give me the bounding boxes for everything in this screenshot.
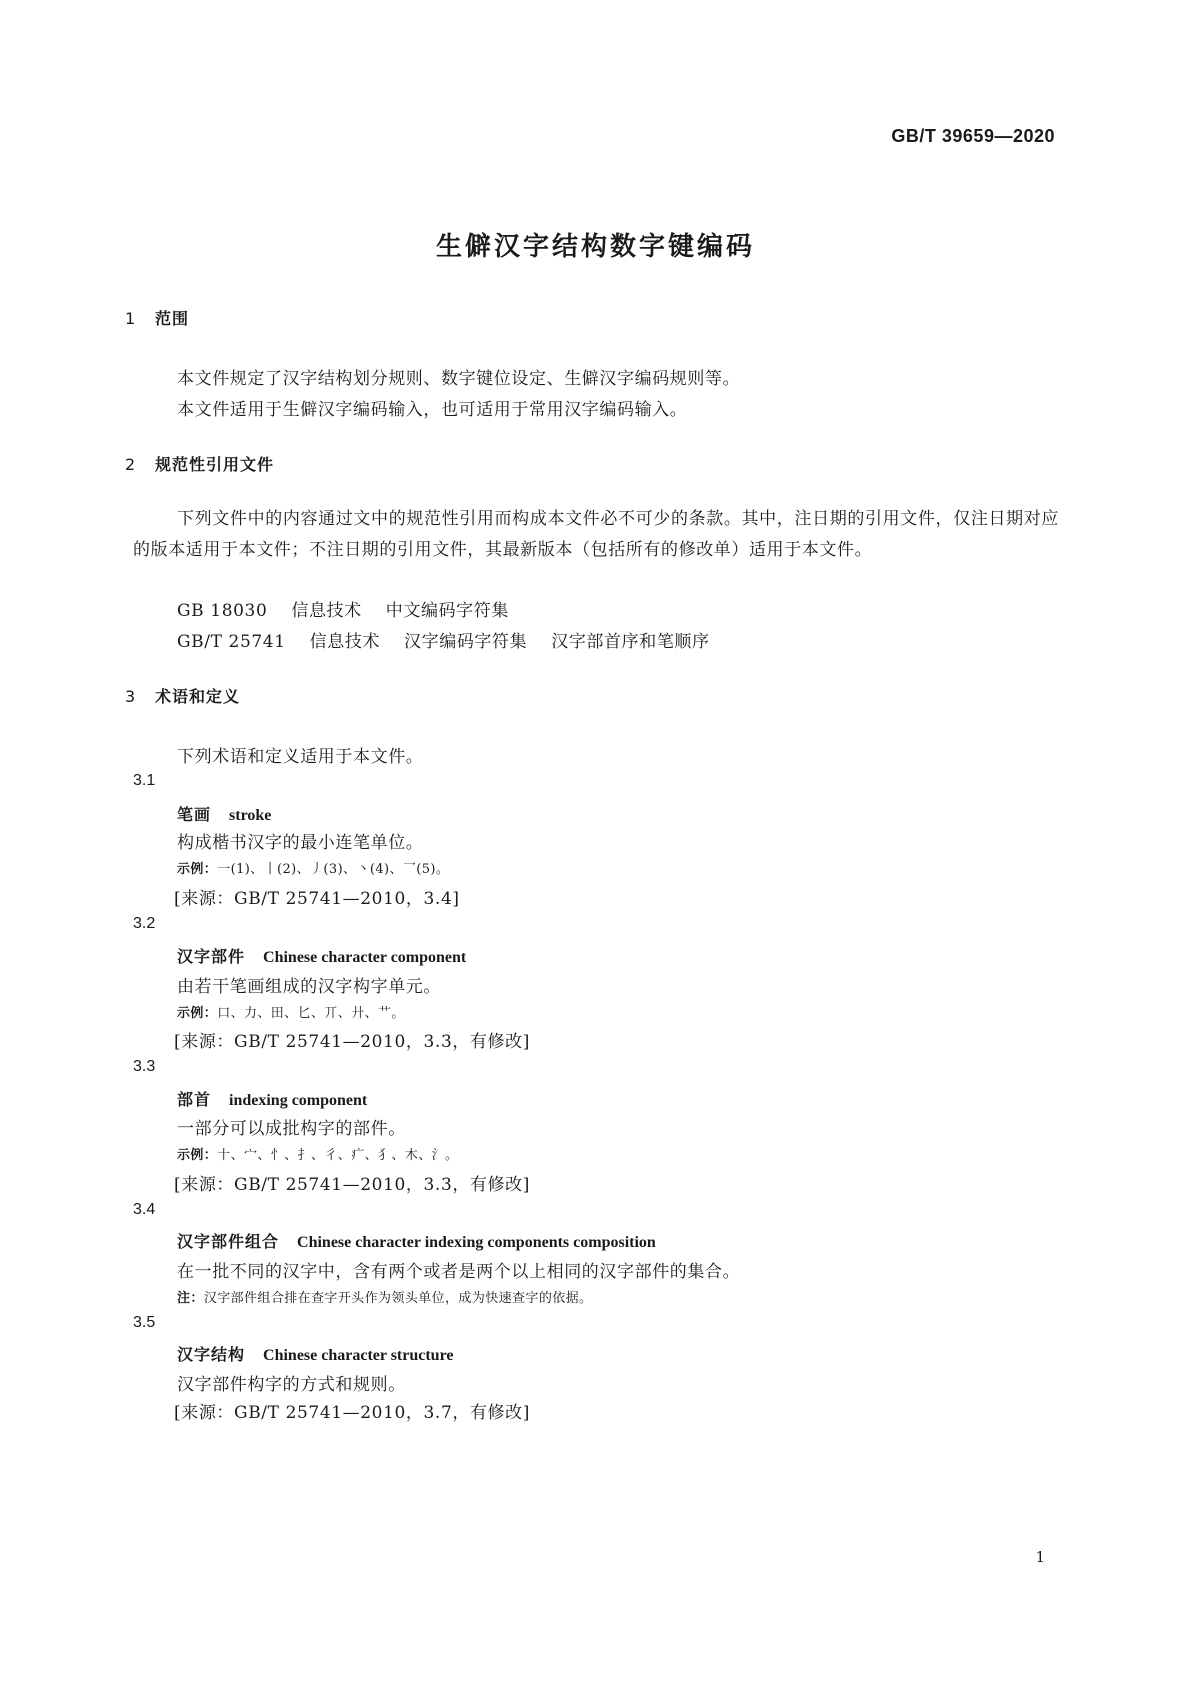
- reference-part: 信息技术: [291, 601, 362, 621]
- term-en: Chinese character component: [263, 949, 467, 966]
- standard-number: GB/T 39659—2020: [891, 126, 1055, 146]
- section-2-heading: [125, 452, 274, 475]
- term-source: [来源：GB/T 25741—2010，3.3，有修改]: [174, 1032, 530, 1052]
- term-definition: 汉字部件构字的方式和规则。: [177, 1375, 406, 1395]
- term-zh: 汉字部件组合: [177, 1232, 280, 1251]
- page-number: 1: [1035, 1548, 1045, 1566]
- term-definition: 一部分可以成批构字的部件。: [177, 1119, 406, 1139]
- term-heading: [177, 944, 466, 967]
- reference-part: 汉字编码字符集: [404, 632, 528, 652]
- example-text: 口、力、田、匕、丌、廾、艹。: [217, 1006, 405, 1021]
- term-heading: [177, 802, 271, 825]
- term-definition: 在一批不同的汉字中，含有两个或者是两个以上相同的汉字部件的集合。: [177, 1262, 741, 1282]
- section-number: 1: [125, 309, 137, 328]
- term-heading: [177, 1229, 656, 1252]
- reference-item: [177, 596, 509, 621]
- term-en: stroke: [229, 807, 272, 824]
- term-number: 3.2: [133, 915, 156, 932]
- example-label: 示例：: [177, 1006, 218, 1021]
- document-title: 生僻汉字结构数字键编码: [435, 232, 755, 262]
- paragraph: 下列文件中的内容通过文中的规范性引用而构成本文件必不可少的条款。其中，注日期的引用文件，仅注日期对应的版本适用于本文件；不注日期的引用文件，其最新版本（包括所有的修改单）适用于本文件。: [133, 509, 1059, 560]
- term-zh: 汉字部件: [177, 947, 246, 966]
- reference-part: 汉字部首序和笔顺序: [551, 632, 710, 652]
- term-source: [来源：GB/T 25741—2010，3.3，有修改]: [174, 1175, 530, 1195]
- reference-item: [177, 627, 710, 652]
- reference-part: 中文编码字符集: [385, 601, 509, 621]
- section-title: 规范性引用文件: [155, 455, 275, 474]
- term-heading: [177, 1087, 367, 1110]
- paragraph: 本文件规定了汉字结构划分规则、数字键位设定、生僻汉字编码规则等。: [177, 369, 741, 389]
- term-en: Chinese character indexing components composition: [297, 1234, 656, 1251]
- term-heading: [177, 1342, 453, 1365]
- term-definition: 由若干笔画组成的汉字构字单元。: [177, 977, 441, 997]
- section-number: 3: [125, 687, 137, 706]
- note-label: 注：: [177, 1291, 204, 1306]
- term-en: Chinese character structure: [263, 1347, 454, 1364]
- paragraph: 本文件适用于生僻汉字编码输入，也可适用于常用汉字编码输入。: [177, 400, 688, 420]
- term-zh: 汉字结构: [177, 1345, 246, 1364]
- term-note: [177, 1287, 592, 1306]
- term-number: 3.1: [133, 772, 156, 789]
- example-text: 一(1)、丨(2)、丿(3)、丶(4)、乛(5)。: [217, 862, 450, 877]
- term-example: [177, 1144, 458, 1163]
- section-number: 2: [125, 455, 137, 474]
- term-example: [177, 1002, 405, 1021]
- term-zh: 笔画: [177, 805, 212, 824]
- term-number: 3.5: [133, 1314, 156, 1331]
- example-text: 十、宀、忄、扌、彳、疒、犭、木、氵。: [217, 1148, 459, 1163]
- term-definition: 构成楷书汉字的最小连笔单位。: [177, 833, 424, 853]
- term-number: 3.3: [133, 1058, 156, 1075]
- term-en: indexing component: [229, 1092, 368, 1109]
- term-source: [来源：GB/T 25741—2010，3.7，有修改]: [174, 1403, 530, 1423]
- reference-part: 信息技术: [309, 632, 381, 652]
- term-zh: 部首: [177, 1090, 212, 1109]
- paragraph: 下列术语和定义适用于本文件。: [177, 747, 424, 767]
- section-title: 术语和定义: [155, 687, 241, 706]
- section-title: 范围: [155, 309, 190, 328]
- section-1-heading: [125, 306, 189, 329]
- term-source: [来源：GB/T 25741—2010，3.4]: [174, 889, 460, 909]
- example-label: 示例：: [177, 862, 218, 877]
- reference-code: GB/T 25741: [177, 632, 286, 652]
- note-text: 汉字部件组合排在查字开头作为领头单位，成为快速查字的依据。: [203, 1291, 593, 1306]
- example-label: 示例：: [177, 1148, 218, 1163]
- section-3-heading: [125, 684, 240, 707]
- term-number: 3.4: [133, 1201, 156, 1218]
- reference-code: GB 18030: [177, 601, 268, 621]
- term-example: [177, 858, 449, 877]
